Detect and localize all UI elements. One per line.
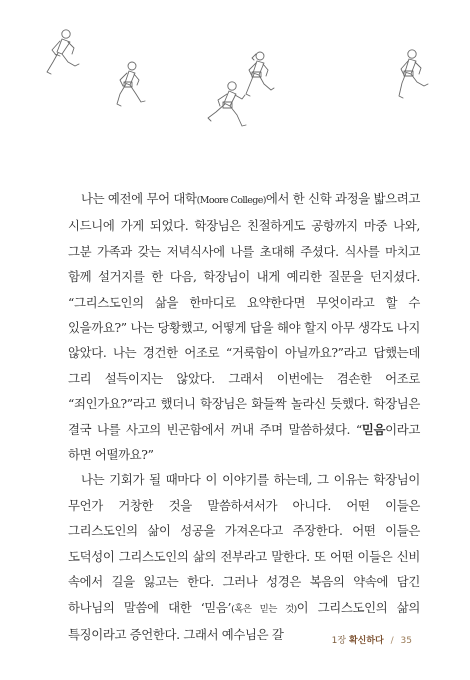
body-text <box>68 186 420 647</box>
runner-2-icon <box>117 62 145 106</box>
paragraph-2 <box>68 467 420 647</box>
paragraph-1-text-b: 에서 한 신학 과정을 밟으려고 시드니에 가게 되었다. 학장님은 친절하게도 공항까지 마중 나와, 그분 가족과 갖는 저녁식사에 나를 초대해 주셨다. 식사를 마치고 함께 설거지를 한 다음, 학장님이 내게 예리한 질문을 던지셨다. “그리스도인의 삶을 한마디로 요약한다면 무엇이라고 할 수 있을까요?” 나는 당황했고, 어떻게 답을 해야 할지 아무 생각도 나지 않았다. 나는 경건한 어조로 “거룩함이 아닐까요?”라고 답했는데 그리 설득이지는 않았다. 그래서 이번에는 겸손한 어조로 “죄인가요?”라고 했더니 학장님은 화들짝 놀라신 듯했다. 학장님은 결국 나를 사고의 빈곤함에서 꺼내 주며 말씀하셨다. “ <box>68 191 420 437</box>
running-people-illustration <box>0 0 470 150</box>
runner-5-icon <box>399 50 428 98</box>
page-footer <box>332 633 412 646</box>
runner-4-icon <box>246 52 274 96</box>
paragraph-2-small-text: (혹은 믿는 것) <box>231 603 297 615</box>
footer-separator: / <box>390 636 394 646</box>
runner-1-icon <box>47 30 79 74</box>
paragraph-1-bold-text: 믿음 <box>361 421 386 437</box>
paragraph-1 <box>68 186 420 467</box>
paragraph-1-text-c: 이라고 하면 어떨까요?” <box>68 421 420 463</box>
footer-chapter: 1장 <box>331 636 347 646</box>
paragraph-2-text-a: 나는 기회가 될 때마다 이 이야기를 하는데, 그 이유는 학장님이 무언가 거창한 것을 말씀하셔서가 아니다. 어떤 이들은 그리스도인의 삶이 성공을 가져온다고 주장한다. 어떤 이들은 도덕성이 그리스도인의 삶의 전부라고 말한다. 또 어떤 이들은 신비 속에서 길을 잃고는 한다. 그러나 성경은 복음의 약속에 담긴 하나님의 말씀에 대한 ‘믿음’ <box>68 472 420 615</box>
paragraph-1-text-a: 나는 예전에 무어 대학 <box>81 191 197 206</box>
paragraph-1-small-text: (Moore College) <box>196 195 266 206</box>
footer-chapter-title: 확신하다 <box>348 636 384 646</box>
page-number: 35 <box>400 636 412 646</box>
paragraph-2-text-b: 이 그리스도인의 삶의 특징이라고 증언한다. 그래서 예수님은 갈 <box>68 599 421 642</box>
runner-3-icon <box>208 82 246 126</box>
